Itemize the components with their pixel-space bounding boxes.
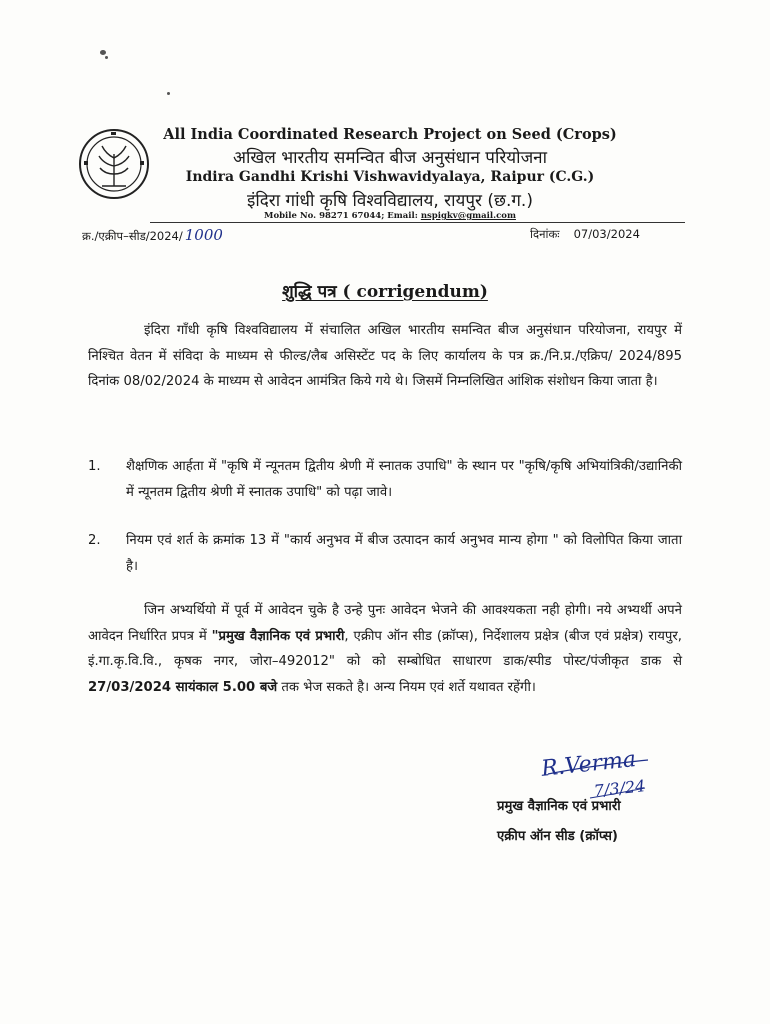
scan-speck	[167, 92, 170, 95]
signatory-designation: प्रमुख वैज्ञानिक एवं प्रभारी	[497, 799, 621, 814]
item-number: 2.	[88, 533, 101, 548]
reference-handwritten-number: 1000	[184, 226, 223, 244]
instructions-paragraph	[88, 598, 682, 700]
scan-speck	[100, 50, 106, 55]
contact-mobile: Mobile No. 98271 67044; Email:	[264, 211, 421, 221]
letterhead-university-hindi: इंदिरा गांधी कृषि विश्वविद्यालय, रायपुर (छ.ग.)	[247, 191, 533, 211]
reference-number	[82, 226, 223, 244]
item-text: नियम एवं शर्त के क्रमांक 13 में "कार्य अनुभव में बीज उत्पादन कार्य अनुभव मान्य होगा " को विलोपित किया जाता है।	[126, 533, 682, 574]
letterhead-contact	[150, 211, 630, 221]
handwritten-signature	[538, 742, 658, 802]
instructions-text-2: , एक्रीप ऑन सीड (क्रॉप्स), निर्देशालय प्रक्षेत्र (बीज एवं प्रक्षेत्र) रायपुर, इं.गा.कृ.वि.वि., कृषक नगर, जोरा–492012" को को सम्बोधित साधारण डाक/स्पीड पोस्ट/पंजीकृत डाक से	[88, 628, 682, 669]
university-logo-icon	[78, 128, 150, 200]
document-title: शुद्धि पत्र ( corrigendum)	[282, 282, 488, 302]
svg-text:R.Verma: R.Verma	[540, 747, 638, 782]
letterhead-title-english: All India Coordinated Research Project on Seed (Crops)	[163, 126, 617, 143]
reference-prefix: क्र./एक्रीप–सीड/2024/	[82, 229, 183, 243]
contact-email: nspigkv@gmail.com	[420, 211, 516, 221]
letterhead-title-hindi: अखिल भारतीय समन्वित बीज अनुसंधान परियोजना	[232, 148, 548, 168]
date-value: 07/03/2024	[573, 227, 640, 241]
item-text: शैक्षणिक आर्हता में "कृषि में न्यूनतम द्वितीय श्रेणी में स्नातक उपाधि" के स्थान पर "कृषि/कृषि अभियांत्रिकी/उद्यानिकी में न्यूनतम द्वितीय श्रेणी में स्नातक उपाधि" को पढ़ा जावे।	[126, 459, 682, 500]
intro-paragraph: इंदिरा गाँधी कृषि विश्वविद्यालय में संचालित अखिल भारतीय समन्वित बीज अनुसंधान परियोजना, रायपुर में निश्चित वेतन में संविदा के माध्यम से फील्ड/लैब असिस्टेंट पद के लिए कार्यालय के पत्र क्र./नि.प्र./एक्रिप/ 2024/895 दिनांक 08/02/2024 के माध्यम से आवेदन आमंत्रित किये गये थे। जिसमें निम्नलिखित आंशिक संशोधन किया जाता है।	[88, 323, 682, 389]
letterhead-divider	[150, 222, 685, 223]
addressee-highlight: "प्रमुख वैज्ञानिक एवं प्रभारी	[211, 628, 345, 644]
item-number: 1.	[88, 459, 101, 474]
instructions-text-3: तक भेज सकते है। अन्य नियम एवं शर्ते यथावत रहेंगी।	[277, 679, 536, 695]
letterhead-university-english: Indira Gandhi Krishi Vishwavidyalaya, Raipur (C.G.)	[185, 169, 595, 185]
signatory-department: एक्रीप ऑन सीड (क्रॉप्स)	[497, 829, 618, 844]
deadline-highlight: 27/03/2024 सायंकाल 5.00 बजे	[88, 679, 278, 695]
svg-text:7/3/24: 7/3/24	[592, 776, 647, 801]
instructions-text-1: जिन अभ्यर्थियो में पूर्व में आवेदन चुके है उन्हे पुनः आवेदन भेजने की आवश्यकता नही होगी। नये अभ्यर्थी अपने आवेदन निर्धारित प्रपत्र में	[88, 603, 682, 644]
scan-speck	[105, 56, 108, 59]
date-label: दिनांकः	[530, 227, 560, 241]
letter-date	[530, 227, 640, 242]
